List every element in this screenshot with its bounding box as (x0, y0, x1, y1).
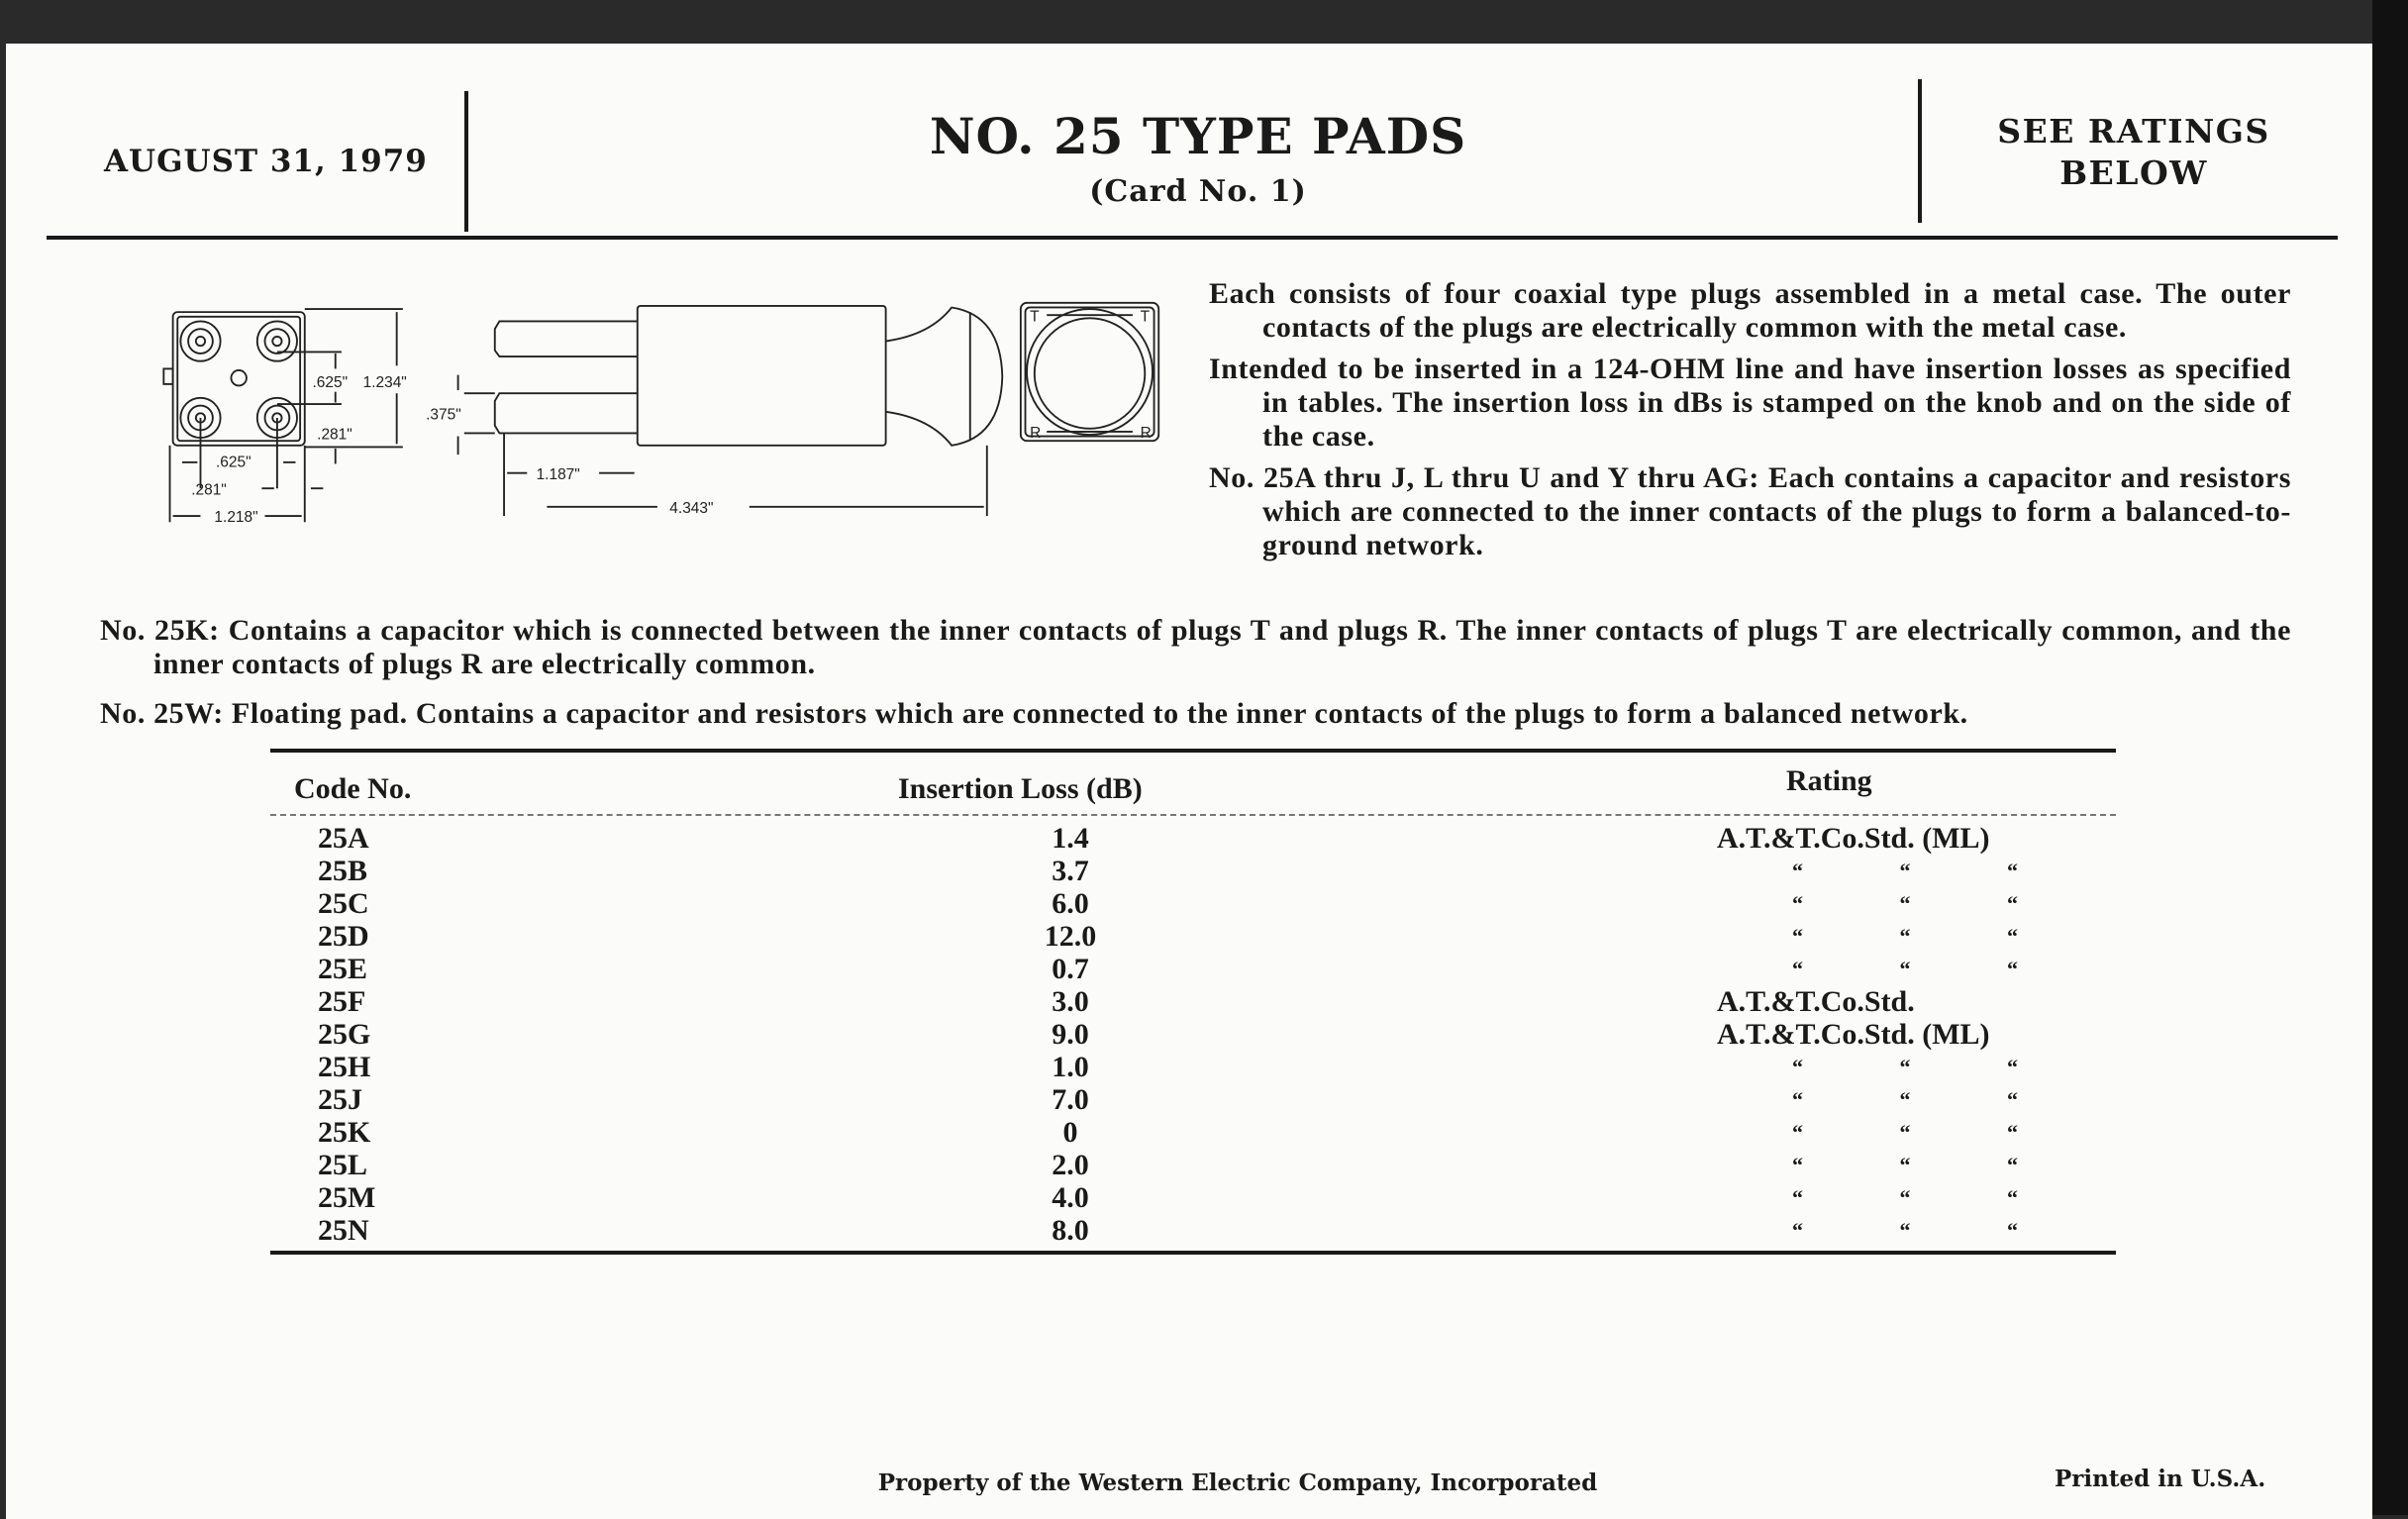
table-cell-loss: 2.0 (1052, 1149, 1089, 1181)
table-cell-loss: 4.0 (1052, 1181, 1089, 1214)
dim-label: .281" (191, 481, 227, 499)
header-rule (47, 236, 2338, 240)
pad-table (270, 749, 2116, 1255)
description-paragraph: Each consists of four coaxial type plugs assembled in a metal case. The outer contacts of the plugs are electrically common with the metal case. (1209, 277, 2291, 344)
description-paragraph: No. 25K: Contains a capacitor which is connected between the inner contacts of plugs T and plugs R. The inner contacts of plugs T are electrically common, and the inner contacts of plugs R are electrically common. (100, 614, 2291, 680)
dim-label: 1.234" (362, 374, 407, 391)
table-cell-rating: “ “ “ (1792, 1185, 2018, 1210)
table-cell-loss: 1.4 (1052, 822, 1089, 855)
table-cell-code: 25F (318, 985, 366, 1018)
dim-label: .625" (215, 454, 251, 471)
table-cell-code: 25J (318, 1083, 362, 1116)
table-cell-loss: 7.0 (1052, 1083, 1089, 1116)
see-ratings-note (1926, 111, 2342, 194)
table-cell-rating: A.T.&T.Co.Std. (ML) (1717, 822, 1990, 855)
table-cell-code: 25G (318, 1018, 371, 1051)
table-row (270, 953, 2116, 985)
table-cell-rating: “ “ “ (1792, 891, 2018, 916)
description-25k (100, 614, 2291, 681)
table-cell-loss: 8.0 (1052, 1214, 1089, 1247)
table-cell-rating: “ “ “ (1792, 1153, 2018, 1177)
table-cell-rating: “ “ “ (1792, 924, 2018, 949)
card-number: (Card No. 1) (1089, 174, 1307, 209)
table-row (270, 1083, 2116, 1116)
table-row (270, 1181, 2116, 1214)
table-cell-code: 25B (318, 855, 368, 887)
terminal-label: R (1140, 425, 1152, 443)
content-flow (100, 277, 2291, 1255)
column-header-rating: Rating (1786, 764, 1872, 797)
table-cell-code: 25H (318, 1051, 371, 1083)
table-cell-loss: 12.0 (1044, 920, 1097, 953)
header-divider-left (464, 91, 468, 232)
table-cell-rating: “ “ “ (1792, 1120, 2018, 1145)
table-cell-loss: 0 (1062, 1116, 1078, 1149)
table-cell-rating: “ “ “ (1792, 859, 2018, 883)
dim-label: 1.218" (214, 509, 258, 527)
column-header-loss: Insertion Loss (dB) (898, 772, 1143, 805)
table-cell-rating: A.T.&T.Co.Std. (ML) (1717, 1018, 1990, 1051)
table-cell-loss: 3.0 (1052, 985, 1089, 1018)
column-header-code: Code No. (294, 772, 412, 805)
dim-label: .375" (426, 406, 461, 424)
terminal-label: T (1030, 308, 1040, 326)
dim-label: 4.343" (669, 499, 714, 517)
dim-label: 1.187" (536, 465, 580, 483)
table-cell-code: 25C (318, 887, 369, 920)
table-cell-rating: A.T.&T.Co.Std. (1717, 985, 1915, 1018)
table-row (270, 1214, 2116, 1247)
table-cell-rating: “ “ “ (1792, 1218, 2018, 1243)
see-ratings-line2: BELOW (2059, 153, 2208, 192)
table-cell-loss: 6.0 (1052, 887, 1089, 920)
pad-table-body (270, 816, 2116, 1251)
diagram-area (100, 277, 1209, 612)
issue-date: AUGUST 31, 1979 (104, 144, 428, 179)
table-header (270, 753, 2116, 814)
description-paragraph: Intended to be inserted in a 124-OHM line and have insertion losses as specified in tables. The insertion loss in dBs is stamped on the knob and on the side of the case. (1209, 353, 2291, 453)
footer-property-note: Property of the Western Electric Company, Incorporated (877, 1469, 1598, 1496)
description-right (1209, 277, 2291, 612)
table-row (270, 920, 2116, 953)
table-row (270, 1018, 2116, 1051)
card-edge-shadow (2372, 0, 2408, 1515)
table-row (270, 855, 2116, 887)
table-cell-code: 25M (318, 1181, 376, 1214)
table-cell-code: 25N (318, 1214, 369, 1247)
table-cell-code: 25K (318, 1116, 371, 1149)
table-row (270, 1051, 2116, 1083)
table-cell-code: 25L (318, 1149, 368, 1181)
table-row (270, 887, 2116, 920)
table-row (270, 1149, 2116, 1181)
table-cell-loss: 0.7 (1052, 953, 1089, 985)
terminal-label: R (1030, 425, 1042, 443)
description-row (100, 277, 2291, 612)
see-ratings-line1: SEE RATINGS (1997, 112, 2270, 151)
description-25w (100, 697, 2291, 731)
table-cell-rating: “ “ “ (1792, 1055, 2018, 1079)
table-cell-loss: 9.0 (1052, 1018, 1089, 1051)
terminal-label: T (1140, 308, 1151, 326)
table-row (270, 985, 2116, 1018)
description-paragraph: No. 25A thru J, L thru U and Y thru AG: Each contains a capacitor and resistors which are connected to the inner contacts of the plugs to form a balanced-to-ground network. (1209, 461, 2291, 561)
header-divider-right (1918, 79, 1922, 223)
table-cell-code: 25A (318, 822, 369, 855)
table-cell-code: 25E (318, 953, 368, 985)
footer-printed-note: Printed in U.S.A. (2055, 1466, 2266, 1492)
table-cell-loss: 1.0 (1052, 1051, 1089, 1083)
dim-label: .625" (312, 374, 349, 391)
table-cell-rating: “ “ “ (1792, 1087, 2018, 1112)
table-cell-rating: “ “ “ (1792, 957, 2018, 981)
dim-label: .281" (317, 426, 352, 444)
table-cell-code: 25D (318, 920, 369, 953)
description-paragraph: No. 25W: Floating pad. Contains a capacitor and resistors which are connected to the inner contacts of the plugs to form a balanced network. (100, 697, 1968, 730)
table-cell-loss: 3.7 (1052, 855, 1089, 887)
page-title: NO. 25 TYPE PADS (929, 107, 1467, 165)
table-row (270, 1116, 2116, 1149)
table-row (270, 822, 2116, 855)
table-bottom-rule (270, 1251, 2116, 1255)
